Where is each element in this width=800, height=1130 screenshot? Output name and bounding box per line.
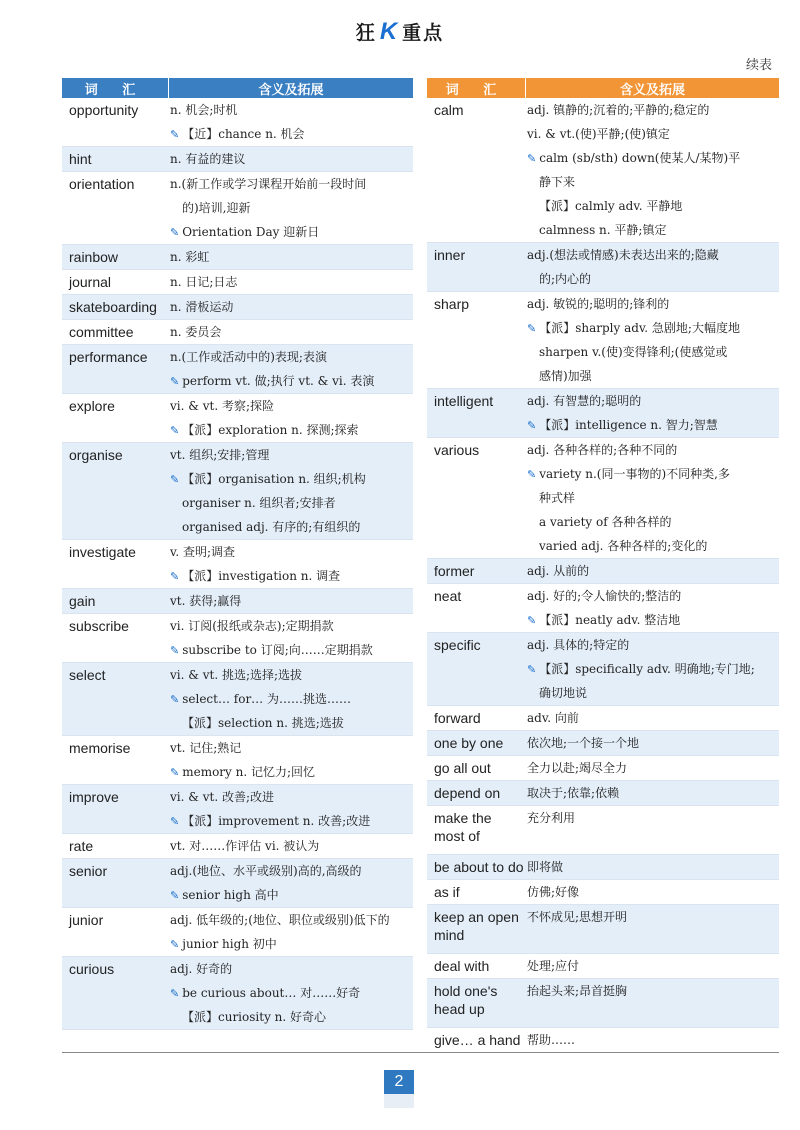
table-row: [62, 172, 413, 245]
meaning-line: junior high 初中: [182, 937, 277, 951]
table-row: [62, 834, 413, 859]
left-table-header: [62, 78, 413, 98]
vocab-word: be about to do: [434, 859, 524, 875]
vocab-word: rate: [69, 838, 94, 854]
left-table-body: [62, 98, 413, 1030]
meaning-line: adj. 从前的: [527, 564, 590, 578]
table-row: [62, 98, 413, 147]
meaning-line: 【派】selection n. 挑选;选拔: [182, 716, 344, 730]
meaning-line: Orientation Day 迎新日: [182, 225, 320, 239]
meaning-line: senior high 高中: [182, 888, 279, 902]
meaning-line: varied adj. 各种各样的;变化的: [539, 539, 708, 553]
meaning-line: 【派】specifically adv. 明确地;专门地;: [539, 662, 755, 676]
meaning-line: 抬起头来;昂首挺胸: [527, 984, 628, 998]
meaning-line: n. 有益的建议: [170, 152, 246, 166]
vocab-meaning: [525, 706, 779, 730]
meaning-line: a variety of 各种各样的: [539, 515, 672, 529]
table-row: [62, 957, 413, 1030]
vocab-meaning: [525, 438, 779, 558]
vocab-word: improve: [69, 789, 119, 805]
title-suffix: 重点: [402, 22, 445, 44]
vocab-meaning: [168, 589, 413, 613]
vocab-meaning: [168, 736, 413, 784]
table-row: [427, 781, 779, 806]
meaning-line: n. 滑板运动: [170, 300, 234, 314]
vocab-meaning: [168, 172, 413, 244]
pencil-icon: ✎: [170, 644, 180, 657]
meaning-line: calm (sb/sth) down(使某人/某物)平: [539, 151, 741, 165]
vocab-word: senior: [69, 863, 108, 879]
vocab-meaning: [525, 756, 779, 780]
table-row: [62, 908, 413, 957]
pencil-icon: ✎: [170, 424, 180, 437]
meaning-line: 处理;应付: [527, 959, 580, 973]
meaning-line: 【派】investigation n. 调查: [182, 569, 341, 583]
meaning-line: vt. 组织;安排;管理: [170, 448, 270, 462]
table-row: [427, 731, 779, 756]
meaning-line: adj.(地位、水平或级别)高的,高级的: [170, 864, 362, 878]
bottom-divider: [62, 1052, 779, 1053]
vocab-meaning: [168, 270, 413, 294]
vocab-word: go all out: [434, 760, 491, 776]
vocab-word: depend on: [434, 785, 501, 801]
vocab-word: investigate: [69, 544, 136, 560]
table-row: [62, 785, 413, 834]
meaning-line: 取决于;依靠;依赖: [527, 786, 620, 800]
table-row: [62, 394, 413, 443]
vocab-meaning: [168, 443, 413, 539]
meaning-line: 【派】intelligence n. 智力;智慧: [539, 418, 718, 432]
meaning-line: n. 彩虹: [170, 250, 210, 264]
meaning-line: vt. 对……作评估 vi. 被认为: [170, 839, 320, 853]
right-table-header: [427, 78, 779, 98]
vocab-meaning: [525, 389, 779, 437]
meaning-line: adj.(想法或情感)未表达出来的;隐藏: [527, 248, 719, 262]
vocab-word: deal with: [434, 958, 490, 974]
vocab-word: hold one's head up: [434, 983, 498, 1017]
meaning-line: adj. 好奇的: [170, 962, 233, 976]
pencil-icon: ✎: [527, 322, 537, 335]
meaning-line: 【派】neatly adv. 整洁地: [539, 613, 681, 627]
meaning-line: adj. 镇静的;沉着的;平静的;稳定的: [527, 103, 710, 117]
meaning-line: adj. 敏锐的;聪明的;锋利的: [527, 297, 670, 311]
table-row: [427, 855, 779, 880]
table-row: [62, 245, 413, 270]
vocab-word: one by one: [434, 735, 504, 751]
meaning-line: 确切地说: [539, 686, 588, 700]
vocab-meaning: [525, 979, 779, 1027]
vocab-meaning: [168, 345, 413, 393]
meaning-line: 【派】calmly adv. 平静地: [539, 199, 683, 213]
vocab-meaning: [168, 614, 413, 662]
table-row: [427, 806, 779, 855]
vocab-word: give… a hand: [434, 1032, 521, 1048]
meaning-line: adj. 各种各样的;各种不同的: [527, 443, 678, 457]
table-row: [427, 706, 779, 731]
table-row: [62, 147, 413, 172]
meaning-line: vi. & vt. 改善;改进: [170, 790, 275, 804]
meaning-line: 【近】chance n. 机会: [182, 127, 305, 141]
meaning-line: 仿佛;好像: [527, 885, 580, 899]
meaning-line: adj. 好的;令人愉快的;整洁的: [527, 589, 682, 603]
vocab-word: committee: [69, 324, 134, 340]
meaning-line: vi. 订阅(报纸或杂志);定期捐款: [170, 619, 334, 633]
meaning-line: 【派】exploration n. 探测;探索: [182, 423, 359, 437]
meaning-line: n.(工作或活动中的)表现;表演: [170, 350, 327, 364]
table-row: [427, 905, 779, 954]
vocab-meaning: [525, 1028, 779, 1052]
vocab-meaning: [525, 855, 779, 879]
table-row: [62, 270, 413, 295]
left-header-meaning: 含义及拓展: [258, 82, 324, 98]
table-row: [62, 589, 413, 614]
vocab-word: specific: [434, 637, 481, 653]
table-row: [427, 880, 779, 905]
table-row: [62, 345, 413, 394]
meaning-line: memory n. 记忆力;回忆: [182, 765, 316, 779]
vocab-word: junior: [69, 912, 104, 928]
vocab-word: make the most of: [434, 810, 492, 844]
table-row: [427, 292, 779, 389]
pencil-icon: ✎: [170, 693, 180, 706]
vocab-meaning: [168, 394, 413, 442]
vocab-meaning: [168, 540, 413, 588]
meaning-line: 静下来: [539, 175, 576, 189]
meaning-line: 依次地;一个接一个地: [527, 736, 640, 750]
vocab-word: sharp: [434, 296, 470, 312]
table-row: [427, 954, 779, 979]
meaning-line: vt. 获得;赢得: [170, 594, 242, 608]
vocab-word: inner: [434, 247, 466, 263]
table-row: [427, 756, 779, 781]
meaning-line: 的)培训,迎新: [182, 201, 251, 215]
meaning-line: n. 机会;时机: [170, 103, 238, 117]
vocab-word: intelligent: [434, 393, 494, 409]
vocab-word: as if: [434, 884, 460, 900]
vocab-meaning: [168, 957, 413, 1029]
pencil-icon: ✎: [170, 570, 180, 583]
meaning-line: be curious about… 对……好奇: [182, 986, 361, 1000]
meaning-line: 种式样: [539, 491, 576, 505]
meaning-line: 【派】sharply adv. 急剧地;大幅度地: [539, 321, 740, 335]
bird-logo-icon: [384, 1094, 414, 1108]
vocab-meaning: [525, 781, 779, 805]
meaning-line: 充分利用: [527, 811, 576, 825]
meaning-line: 帮助……: [527, 1033, 576, 1047]
vocab-word: former: [434, 563, 475, 579]
pencil-icon: ✎: [170, 987, 180, 1000]
vocab-word: orientation: [69, 176, 135, 192]
vocab-meaning: [525, 633, 779, 705]
vocab-meaning: [525, 880, 779, 904]
vocab-word: neat: [434, 588, 462, 604]
meaning-line: organiser n. 组织者;安排者: [182, 496, 336, 510]
table-row: [427, 438, 779, 559]
page-number: 2: [384, 1070, 414, 1094]
meaning-line: select… for… 为……挑选……: [182, 692, 351, 706]
title-prefix: 狂: [355, 22, 377, 44]
continued-label: 续表: [745, 58, 772, 73]
meaning-line: n. 日记;日志: [170, 275, 238, 289]
page-title: [0, 18, 800, 46]
meaning-line: 即将做: [527, 860, 564, 874]
vocab-meaning: [525, 905, 779, 953]
pencil-icon: ✎: [170, 375, 180, 388]
vocab-word: select: [69, 667, 106, 683]
meaning-line: subscribe to 订阅;向……定期捐款: [182, 643, 373, 657]
table-row: [427, 1028, 779, 1053]
vocab-word: curious: [69, 961, 115, 977]
meaning-line: 【派】curiosity n. 好奇心: [182, 1010, 327, 1024]
table-row: [427, 633, 779, 706]
table-row: [62, 540, 413, 589]
pencil-icon: ✎: [170, 815, 180, 828]
vocab-word: subscribe: [69, 618, 129, 634]
vocab-meaning: [168, 859, 413, 907]
vocab-word: gain: [69, 593, 96, 609]
title-k-logo: K: [379, 18, 400, 45]
meaning-line: perform vt. 做;执行 vt. & vi. 表演: [182, 374, 375, 388]
meaning-line: variety n.(同一事物的)不同种类,多: [539, 467, 730, 481]
meaning-line: 不怀成见;思想开明: [527, 910, 628, 924]
right-vocab-table: [427, 78, 779, 1053]
table-row: [62, 614, 413, 663]
meaning-line: n. 委员会: [170, 325, 222, 339]
left-vocab-table: [62, 78, 413, 1030]
table-row: [427, 559, 779, 584]
meaning-line: adj. 具体的;特定的: [527, 638, 630, 652]
pencil-icon: ✎: [170, 889, 180, 902]
pencil-icon: ✎: [170, 766, 180, 779]
vocab-word: hint: [69, 151, 92, 167]
vocab-meaning: [525, 559, 779, 583]
table-row: [62, 859, 413, 908]
meaning-line: vi. & vt. 考察;探险: [170, 399, 275, 413]
vocab-meaning: [168, 98, 413, 146]
meaning-line: organised adj. 有序的;有组织的: [182, 520, 361, 534]
table-row: [62, 443, 413, 540]
table-row: [62, 320, 413, 345]
meaning-line: vi. & vt.(使)平静;(使)镇定: [527, 127, 670, 141]
vocab-meaning: [525, 584, 779, 632]
meaning-line: vt. 记住;熟记: [170, 741, 242, 755]
vocab-word: keep an open mind: [434, 909, 519, 943]
table-row: [427, 389, 779, 438]
right-table-body: [427, 98, 779, 1053]
pencil-icon: ✎: [527, 614, 537, 627]
pencil-icon: ✎: [527, 152, 537, 165]
meaning-line: v. 查明;调查: [170, 545, 236, 559]
vocab-word: performance: [69, 349, 148, 365]
vocab-word: organise: [69, 447, 123, 463]
table-row: [427, 979, 779, 1028]
vocab-meaning: [168, 663, 413, 735]
table-row: [62, 663, 413, 736]
left-header-word: 词 汇: [84, 82, 146, 98]
meaning-line: adv. 向前: [527, 711, 579, 725]
meaning-line: calmness n. 平静;镇定: [539, 223, 667, 237]
vocab-word: opportunity: [69, 102, 139, 118]
pencil-icon: ✎: [527, 419, 537, 432]
vocab-word: journal: [69, 274, 112, 290]
meaning-line: 全力以赴;竭尽全力: [527, 761, 628, 775]
vocab-meaning: [168, 147, 413, 171]
vocab-meaning: [525, 731, 779, 755]
vocab-word: forward: [434, 710, 481, 726]
table-row: [62, 736, 413, 785]
meaning-line: 的;内心的: [539, 272, 592, 286]
meaning-line: n.(新工作或学习课程开始前一段时间: [170, 177, 367, 191]
vocab-meaning: [525, 806, 779, 854]
table-row: [427, 584, 779, 633]
vocab-word: various: [434, 442, 480, 458]
table-row: [427, 98, 779, 243]
pencil-icon: ✎: [170, 473, 180, 486]
vocab-meaning: [525, 243, 779, 291]
vocab-meaning: [168, 295, 413, 319]
meaning-line: vi. & vt. 挑选;选择;选拔: [170, 668, 303, 682]
pencil-icon: ✎: [527, 663, 537, 676]
meaning-line: 感情)加强: [539, 369, 592, 383]
vocab-word: rainbow: [69, 249, 119, 265]
vocab-word: memorise: [69, 740, 131, 756]
vocab-word: explore: [69, 398, 115, 414]
meaning-line: 【派】organisation n. 组织;机构: [182, 472, 366, 486]
table-row: [427, 243, 779, 292]
meaning-line: sharpen v.(使)变得锋利;(使感觉或: [539, 345, 728, 359]
pencil-icon: ✎: [170, 128, 180, 141]
meaning-line: adj. 有智慧的;聪明的: [527, 394, 642, 408]
right-header-word: 词 汇: [445, 82, 507, 98]
vocab-word: skateboarding: [69, 299, 157, 315]
vocab-meaning: [168, 908, 413, 956]
vocab-meaning: [168, 320, 413, 344]
table-row: [62, 295, 413, 320]
vocab-meaning: [168, 834, 413, 858]
right-header-meaning: 含义及拓展: [619, 82, 685, 98]
vocab-word: calm: [434, 102, 464, 118]
meaning-line: 【派】improvement n. 改善;改进: [182, 814, 371, 828]
pencil-icon: ✎: [170, 938, 180, 951]
vocab-meaning: [525, 292, 779, 388]
vocab-meaning: [525, 954, 779, 978]
pencil-icon: ✎: [527, 468, 537, 481]
pencil-icon: ✎: [170, 226, 180, 239]
vocab-meaning: [525, 98, 779, 242]
vocab-meaning: [168, 245, 413, 269]
meaning-line: adj. 低年级的;(地位、职位或级别)低下的: [170, 913, 390, 927]
vocab-meaning: [168, 785, 413, 833]
